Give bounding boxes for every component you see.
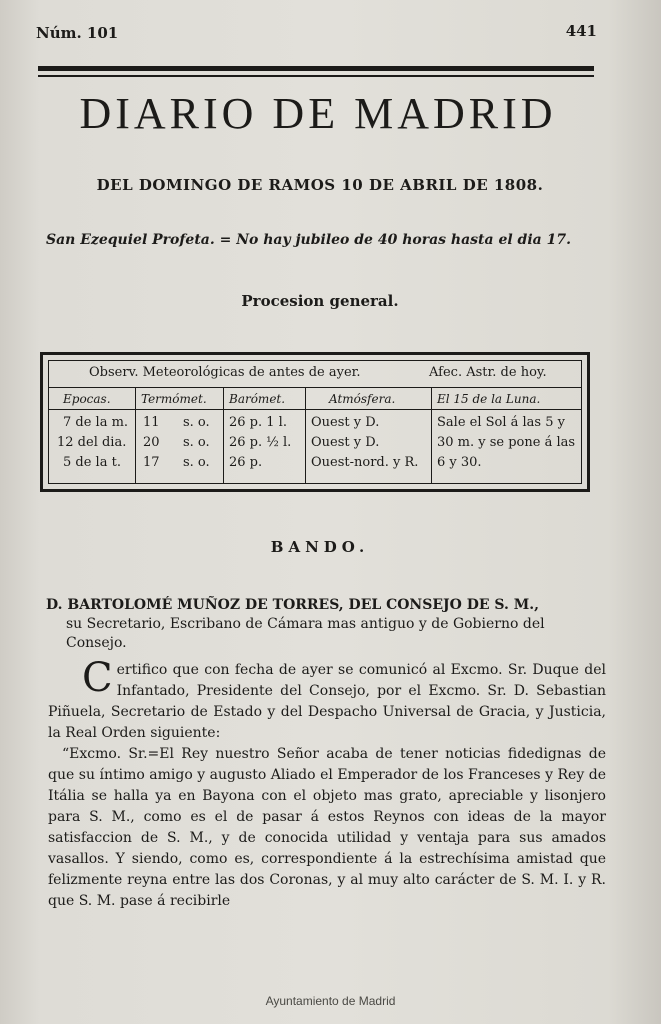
issue-number: Núm. 101 <box>36 24 119 42</box>
row-term-unit: s. o. <box>183 415 210 430</box>
header-rule-thick <box>38 66 594 71</box>
col-header-atmosfera: Atmósfera. <box>329 392 396 406</box>
row-term-unit: s. o. <box>183 455 210 470</box>
row-atm: Ouest y D. <box>311 435 380 450</box>
column-divider <box>223 387 224 483</box>
row-term-unit: s. o. <box>183 435 210 450</box>
column-divider <box>305 387 306 483</box>
procession-line: Procesion general. <box>241 292 399 310</box>
column-divider <box>135 387 136 483</box>
row-epoca: 5 de la t. <box>63 455 121 470</box>
row-epoca: 12 del dia. <box>57 435 127 450</box>
official-titles: su Secretario, Escribano de Cámara mas antiguo y de Gobierno del Consejo. <box>66 616 545 651</box>
astronomy-heading: Afec. Astr. de hoy. <box>429 365 547 380</box>
row-epoca: 7 de la m. <box>63 415 129 430</box>
row-term: 20 <box>143 435 160 450</box>
date-line: DEL DOMINGO DE RAMOS 10 DE ABRIL DE 1808. <box>96 176 544 194</box>
bando-body <box>48 655 606 912</box>
col-header-luna: El 15 de la Luna. <box>437 392 541 406</box>
moon-sun-text: Sale el Sol á las 5 y 30 m. y se pone á las 6 y 30. <box>437 415 576 470</box>
saint-line: San Ezequiel Profeta. = No hay jubileo de 40 horas hasta el dia 17. <box>46 232 571 248</box>
column-divider <box>431 387 432 483</box>
row-baro: 26 p. ½ l. <box>229 435 292 450</box>
bando-heading: BANDO. <box>270 538 370 556</box>
page-number: 441 <box>565 22 597 40</box>
row-atm: Ouest-nord. y R. <box>311 455 419 470</box>
col-header-termometro: Termómet. <box>141 392 207 406</box>
drop-cap: C <box>82 655 113 701</box>
official-name: D. BARTOLOMÉ MUÑOZ DE TORRES, DEL CONSEJO DE S. M., <box>46 597 539 613</box>
row-atm: Ouest y D. <box>311 415 380 430</box>
row-term: 17 <box>143 455 160 470</box>
paragraph-certifico: ertifico que con fecha de ayer se comunicó al Excmo. Sr. Duque del Infantado, Presidente del Consejo, por el Excmo. Sr. D. Sebastian Piñuela, Secretario de Estado y del Despacho Universal de Gracia, y Justicia, la Real Orden siguiente: <box>48 662 606 741</box>
masthead-title: DIARIO DE MADRID <box>79 89 557 138</box>
paragraph-real-orden: “Excmo. Sr.=El Rey nuestro Señor acaba de tener noticias fidedignas de que su íntimo amigo y augusto Aliado el Emperador de los Franceses y Rey de Itália se halla ya en Bayona con el objeto mas grato, apreciable y lisonjero para S. M., como es el de pasar á estos Reynos con ideas de la mayor satisfaccion de S. M., y de conocida utilidad y ventaja para sus amados vasallos. Y siendo, como es, correspondiente á la estrechísima amistad que felizmente reyna entre las dos Coronas, y al muy alto carácter de S. M. I. y R. que S. M. pase á recibirle <box>48 746 606 909</box>
header-rule-thin <box>38 75 594 77</box>
archive-credit: Ayuntamiento de Madrid <box>265 994 396 1008</box>
col-header-barometro: Barómet. <box>229 392 286 406</box>
row-baro: 26 p. 1 l. <box>229 415 287 430</box>
weather-heading: Observ. Meteorológicas de antes de ayer. <box>89 365 361 380</box>
table-rule <box>49 409 581 410</box>
row-term: 11 <box>143 415 160 430</box>
col-header-epocas: Epocas. <box>63 392 111 406</box>
row-baro: 26 p. <box>229 455 263 470</box>
weather-table <box>40 352 590 492</box>
table-rule <box>49 387 581 388</box>
